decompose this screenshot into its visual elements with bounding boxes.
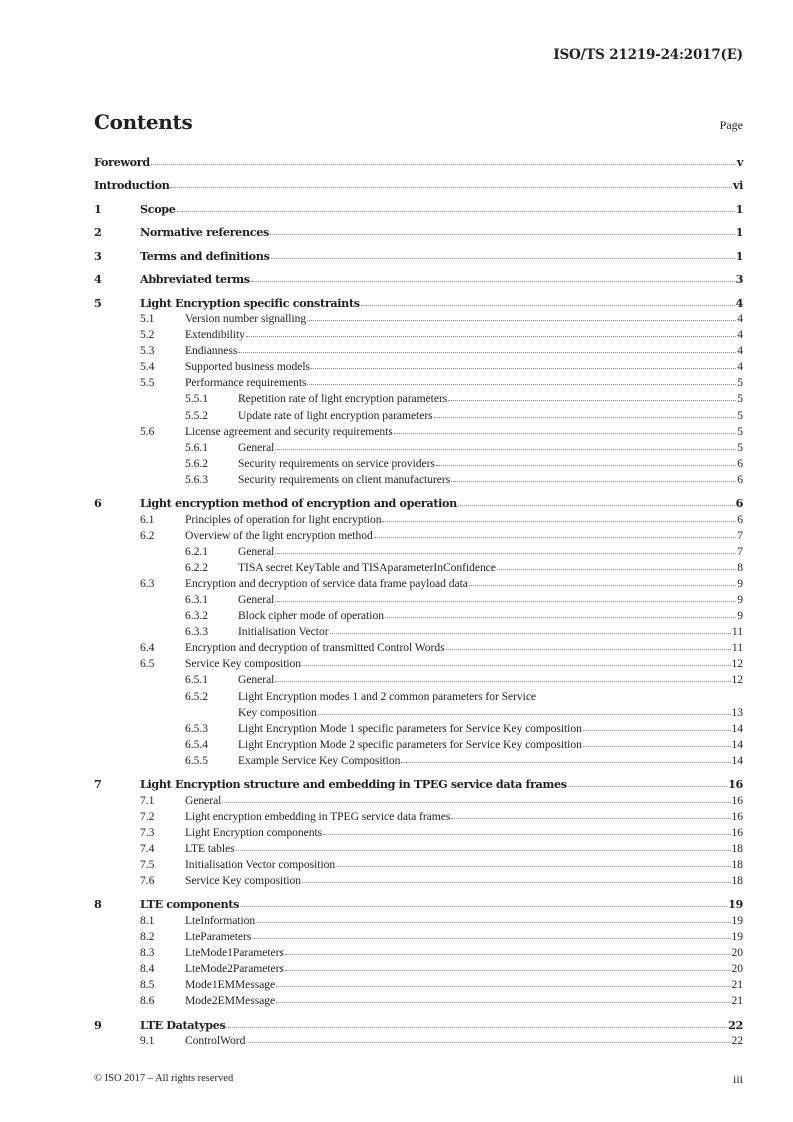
toc-entry-page[interactable]: 22 (731, 1033, 743, 1047)
toc-entry[interactable] (94, 608, 743, 624)
toc-entry-title[interactable]: General (238, 592, 275, 606)
toc-entry-number: 2 (94, 225, 102, 240)
toc-entry[interactable] (94, 809, 743, 825)
toc-entry-page[interactable]: 16 (728, 777, 743, 792)
toc-entry[interactable] (94, 327, 743, 343)
toc-entry[interactable] (94, 224, 743, 240)
toc-entry-number: 6.2.2 (185, 560, 208, 574)
toc-entry[interactable] (94, 793, 743, 809)
toc-entry[interactable] (94, 913, 743, 929)
toc-entry-page[interactable]: 5 (737, 424, 743, 438)
toc-entry-page[interactable]: 11 (731, 641, 743, 655)
dot-leader (238, 351, 736, 353)
document-identifier: ISO/TS 21219-24:2017(E) (553, 47, 743, 63)
toc-entry-title[interactable]: General (238, 673, 275, 687)
toc-entry-title[interactable]: Light encryption method of encryption and operation (140, 496, 457, 511)
toc-entry[interactable] (94, 624, 743, 640)
dot-leader (276, 985, 730, 987)
toc-entry-page[interactable]: 3 (735, 272, 743, 287)
toc-entry-number: 6.3.3 (185, 625, 208, 639)
table-of-contents (94, 154, 743, 1049)
toc-entry-title[interactable]: Light Encryption modes 1 and 2 common parameters for Service (238, 689, 537, 703)
dot-leader (251, 280, 735, 282)
toc-entry-page[interactable]: 16 (731, 793, 743, 807)
toc-entry-title[interactable]: Light Encryption structure and embedding in TPEG service data frames (140, 777, 567, 792)
dot-leader (246, 1041, 730, 1043)
dot-leader (382, 520, 736, 522)
toc-entry-number: 8.6 (140, 994, 155, 1008)
toc-entry[interactable] (94, 512, 743, 528)
toc-entry-number: 6.5 (140, 657, 155, 671)
dot-leader (271, 257, 735, 259)
dot-leader (246, 335, 736, 337)
dot-leader (177, 210, 735, 212)
dot-leader (252, 937, 730, 939)
toc-entry-number: 5.5.2 (185, 408, 208, 422)
dot-leader (151, 163, 736, 165)
toc-entry-page[interactable]: 9 (737, 576, 743, 590)
toc-entry[interactable] (94, 1033, 743, 1049)
dot-leader (307, 319, 736, 321)
toc-entry-page[interactable]: 4 (737, 312, 743, 325)
toc-entry-title[interactable]: Endianness (185, 344, 238, 358)
toc-entry[interactable] (94, 993, 743, 1009)
toc-entry-title[interactable]: Update rate of light encryption parameters (238, 408, 433, 422)
dot-leader (323, 833, 730, 835)
toc-entry-number: 5.6.3 (185, 472, 208, 486)
toc-entry-title[interactable]: Foreword (94, 155, 150, 169)
toc-entry[interactable] (94, 440, 743, 456)
toc-entry-title[interactable]: Abbreviated terms (140, 272, 250, 287)
toc-entry-number: 8.4 (140, 961, 155, 975)
toc-entry-number: 6.5.3 (185, 721, 208, 735)
dot-leader (436, 464, 736, 466)
dot-leader (583, 729, 731, 731)
toc-entry-title[interactable]: Light encryption embedding in TPEG service data frames (185, 809, 451, 823)
toc-entry-title[interactable]: Version number signalling (185, 312, 307, 325)
toc-entry-title[interactable]: Overview of the light encryption method (185, 528, 373, 542)
toc-entry[interactable] (94, 640, 743, 656)
toc-entry-title[interactable]: LteMode2Parameters (185, 961, 284, 975)
toc-entry-number: 5 (94, 295, 102, 310)
toc-entry-title[interactable]: Extendibility (185, 328, 245, 342)
toc-entry-number: 9 (94, 1017, 102, 1032)
toc-entry-page[interactable]: 19 (728, 897, 743, 912)
contents-heading: Contents (94, 110, 193, 134)
toc-entry-number: 6.5.1 (185, 673, 208, 687)
dot-leader (446, 648, 731, 650)
toc-entry-number: 5.6.2 (185, 456, 208, 470)
dot-leader (236, 849, 731, 851)
toc-entry-number: 5.3 (140, 344, 155, 358)
dot-leader (311, 367, 736, 369)
toc-entry[interactable] (94, 311, 743, 327)
toc-entry[interactable] (94, 945, 743, 961)
toc-entry-page[interactable]: 14 (731, 737, 743, 751)
toc-entry[interactable] (94, 544, 743, 560)
toc-entry[interactable] (94, 154, 743, 170)
toc-entry-number: 7.3 (140, 825, 155, 839)
toc-entry-number: 7.6 (140, 873, 155, 887)
toc-entry-title[interactable]: TISA secret KeyTable and TISAparameterInConfidence (238, 560, 496, 574)
toc-entry-page[interactable]: 18 (731, 857, 743, 871)
toc-entry-number: 6.1 (140, 512, 155, 526)
toc-entry-title[interactable]: Block cipher mode of operation (238, 609, 384, 623)
toc-entry-title[interactable]: Scope (140, 201, 176, 216)
toc-entry-page[interactable]: vi (732, 178, 743, 193)
toc-entry[interactable] (94, 961, 743, 977)
toc-entry-number: 6.5.5 (185, 753, 208, 767)
toc-entry[interactable] (94, 841, 743, 857)
toc-entry-title[interactable]: General (185, 793, 222, 807)
toc-entry-number: 7.5 (140, 857, 155, 871)
toc-entry[interactable] (94, 295, 743, 311)
toc-entry-page[interactable]: 8 (737, 560, 743, 574)
toc-entry-title[interactable]: Service Key composition (185, 657, 302, 671)
dot-leader (275, 680, 730, 682)
toc-entry-number: 9.1 (140, 1033, 155, 1047)
dot-leader (469, 584, 736, 586)
dot-leader (302, 664, 730, 666)
toc-entry-continuation[interactable] (94, 705, 743, 721)
toc-entry-title[interactable]: Repetition rate of light encryption parameters (238, 392, 448, 406)
toc-entry-title[interactable]: LteParameters (185, 929, 252, 943)
toc-entry[interactable] (94, 689, 743, 705)
toc-entry-page[interactable]: 5 (737, 440, 743, 454)
toc-entry-number: 5.1 (140, 312, 155, 325)
toc-entry-number: 8 (94, 897, 102, 912)
dot-leader (276, 1001, 730, 1003)
dot-leader (497, 568, 736, 570)
toc-entry[interactable] (94, 721, 743, 737)
toc-entry-page[interactable]: 4 (735, 295, 743, 310)
toc-entry-page[interactable]: 7 (737, 544, 743, 558)
toc-entry-title[interactable]: Performance requirements (185, 376, 307, 390)
dot-leader (361, 304, 735, 306)
toc-entry[interactable] (94, 873, 743, 889)
toc-entry-page[interactable]: 6 (735, 496, 743, 511)
page-number: iii (732, 1072, 743, 1086)
toc-entry-title[interactable]: Introduction (94, 178, 170, 193)
dot-leader (374, 536, 737, 538)
toc-entry-title[interactable]: Mode1EMMessage (185, 977, 276, 991)
toc-entry-page[interactable]: 18 (731, 873, 743, 887)
dot-leader (285, 969, 731, 971)
toc-entry-number: 6.3.2 (185, 609, 208, 623)
toc-entry-page[interactable]: 12 (731, 657, 743, 671)
toc-entry[interactable] (94, 737, 743, 753)
toc-entry-page[interactable]: 5 (737, 392, 743, 406)
dot-leader (170, 186, 731, 188)
toc-entry-title[interactable]: Mode2EMMessage (185, 994, 276, 1008)
toc-entry-page[interactable]: 9 (737, 609, 743, 623)
toc-entry[interactable] (94, 672, 743, 688)
toc-entry-number: 8.1 (140, 913, 155, 927)
page-column-label: Page (719, 118, 743, 132)
toc-entry[interactable] (94, 977, 743, 993)
toc-entry-number: 4 (94, 272, 102, 287)
dot-leader (226, 1026, 727, 1028)
dot-leader (270, 233, 735, 235)
toc-entry[interactable] (94, 271, 743, 287)
toc-entry-title[interactable]: LteMode1Parameters (185, 945, 284, 959)
toc-entry-title[interactable]: Terms and definitions (140, 248, 270, 263)
toc-entry-page[interactable]: 9 (737, 592, 743, 606)
toc-entry[interactable] (94, 825, 743, 841)
toc-entry-number: 1 (94, 201, 102, 216)
dot-leader (256, 921, 730, 923)
toc-entry[interactable] (94, 343, 743, 359)
toc-entry-number: 8.2 (140, 929, 155, 943)
toc-entry-page[interactable]: 16 (731, 809, 743, 823)
toc-entry[interactable] (94, 375, 743, 391)
toc-entry-number: 6 (94, 496, 102, 511)
dot-leader (285, 953, 731, 955)
toc-entry-number: 6.2 (140, 528, 155, 542)
toc-entry-number: 6.2.1 (185, 544, 208, 558)
toc-entry[interactable] (94, 776, 743, 792)
toc-entry-title[interactable]: Initialisation Vector composition (185, 857, 336, 871)
toc-entry-page[interactable]: 4 (737, 360, 743, 374)
toc-entry-number: 8.3 (140, 945, 155, 959)
toc-entry-title[interactable]: Example Service Key Composition (238, 753, 401, 767)
toc-entry[interactable] (94, 495, 743, 511)
toc-entry-page[interactable]: 19 (731, 913, 743, 927)
toc-entry-title[interactable]: LTE Datatypes (140, 1017, 226, 1032)
toc-entry-page[interactable]: 7 (737, 528, 743, 542)
toc-entry[interactable] (94, 201, 743, 217)
toc-entry[interactable] (94, 472, 743, 488)
dot-leader (434, 416, 737, 418)
toc-entry-page[interactable]: 16 (731, 825, 743, 839)
toc-entry-page[interactable]: 14 (731, 753, 743, 767)
toc-entry-page[interactable]: 6 (737, 472, 743, 486)
toc-entry[interactable] (94, 560, 743, 576)
toc-entry-page[interactable]: 18 (731, 841, 743, 855)
toc-entry-title[interactable]: Light Encryption specific constraints (140, 295, 360, 310)
toc-entry[interactable] (94, 1017, 743, 1033)
toc-entry-number: 6.3.1 (185, 592, 208, 606)
toc-entry-number: 5.5.1 (185, 392, 208, 406)
toc-entry[interactable] (94, 753, 743, 769)
toc-entry[interactable] (94, 408, 743, 424)
toc-entry-page[interactable]: 5 (737, 408, 743, 422)
toc-entry-number: 7.4 (140, 841, 155, 855)
toc-entry-title[interactable]: Encryption and decryption of service data frame payload data (185, 576, 468, 590)
toc-entry-number: 6.3 (140, 576, 155, 590)
toc-entry-number: 6.5.2 (185, 689, 208, 703)
toc-entry-number: 3 (94, 248, 102, 263)
toc-entry-title[interactable]: Normative references (140, 225, 269, 240)
dot-leader (583, 745, 731, 747)
toc-entry-number: 5.6 (140, 424, 155, 438)
toc-entry-number: 8.5 (140, 977, 155, 991)
toc-entry[interactable] (94, 391, 743, 407)
dot-leader (401, 761, 730, 763)
toc-entry-page[interactable]: 11 (731, 625, 743, 639)
dot-leader (394, 432, 737, 434)
toc-entry-number: 5.2 (140, 328, 155, 342)
toc-entry-page[interactable]: 1 (735, 201, 743, 216)
toc-entry[interactable] (94, 424, 743, 440)
dot-leader (275, 552, 736, 554)
dot-leader (568, 785, 727, 787)
toc-entry[interactable] (94, 929, 743, 945)
dot-leader (222, 801, 730, 803)
dot-leader (275, 600, 736, 602)
toc-entry-title[interactable]: General (238, 544, 275, 558)
dot-leader (458, 504, 735, 506)
toc-entry-title[interactable]: Principles of operation for light encryption (185, 512, 382, 526)
dot-leader (307, 383, 736, 385)
toc-entry-page[interactable]: 14 (731, 721, 743, 735)
toc-entry-title[interactable]: Security requirements on service providers (238, 456, 435, 470)
toc-entry-title[interactable]: LteInformation (185, 913, 256, 927)
toc-entry-number: 5.6.1 (185, 440, 208, 454)
toc-entry-title[interactable]: Security requirements on client manufacturers (238, 472, 451, 486)
toc-entry-title[interactable]: ControlWord (185, 1033, 246, 1047)
dot-leader (275, 448, 736, 450)
toc-entry-title[interactable]: General (238, 440, 275, 454)
toc-entry-title[interactable]: Light Encryption components (185, 825, 323, 839)
toc-entry[interactable] (94, 456, 743, 472)
toc-entry-title[interactable]: LTE tables (185, 841, 235, 855)
toc-entry[interactable] (94, 896, 743, 912)
toc-entry-number: 6.4 (140, 641, 155, 655)
toc-entry-page[interactable]: 19 (731, 929, 743, 943)
dot-leader (448, 399, 736, 401)
toc-entry-number: 7.2 (140, 809, 155, 823)
toc-entry-title[interactable]: Service Key composition (185, 873, 302, 887)
toc-entry-title[interactable]: Light Encryption Mode 2 specific parameters for Service Key composition (238, 737, 582, 751)
toc-entry-title[interactable]: Encryption and decryption of transmitted Control Words (185, 641, 445, 655)
dot-leader (330, 632, 731, 634)
toc-entry[interactable] (94, 248, 743, 264)
toc-entry-page[interactable]: 6 (737, 456, 743, 470)
toc-entry-number: 7 (94, 777, 102, 792)
toc-entry-title-continued[interactable]: Key composition (238, 705, 317, 719)
toc-entry-page[interactable]: 5 (737, 376, 743, 390)
toc-entry-number: 5.4 (140, 360, 155, 374)
toc-entry-page[interactable]: 12 (731, 673, 743, 687)
toc-entry-page[interactable]: 1 (735, 225, 743, 240)
toc-entry-page[interactable]: 6 (737, 512, 743, 526)
toc-entry-page[interactable]: 20 (731, 961, 743, 975)
toc-entry-number: 5.5 (140, 376, 155, 390)
dot-leader (336, 865, 730, 867)
toc-entry-page[interactable]: 22 (728, 1017, 743, 1032)
toc-entry[interactable] (94, 656, 743, 672)
toc-entry-page[interactable]: 4 (737, 344, 743, 358)
toc-entry-page[interactable]: 21 (731, 977, 743, 991)
dot-leader (240, 905, 727, 907)
copyright-notice: © ISO 2017 – All rights reserved (94, 1073, 234, 1084)
dot-leader (451, 480, 736, 482)
toc-entry-title[interactable]: Supported business models (185, 360, 310, 374)
toc-entry-title[interactable]: LTE components (140, 897, 240, 912)
toc-entry[interactable] (94, 592, 743, 608)
toc-entry-page[interactable]: 4 (737, 328, 743, 342)
toc-entry-title[interactable]: Initialisation Vector (238, 625, 329, 639)
toc-entry[interactable] (94, 359, 743, 375)
toc-entry-page[interactable]: 1 (735, 248, 743, 263)
toc-entry-number: 7.1 (140, 793, 155, 807)
toc-entry[interactable] (94, 528, 743, 544)
toc-entry-title[interactable]: License agreement and security requirements (185, 424, 393, 438)
toc-entry-title[interactable]: Light Encryption Mode 1 specific parameters for Service Key composition (238, 721, 582, 735)
toc-entry[interactable] (94, 857, 743, 873)
dot-leader (451, 817, 730, 819)
toc-entry[interactable] (94, 177, 743, 193)
toc-entry-number: 6.5.4 (185, 737, 208, 751)
toc-entry-page[interactable]: v (736, 155, 743, 169)
toc-entry-page[interactable]: 21 (731, 994, 743, 1008)
dot-leader (302, 881, 730, 883)
dot-leader (385, 616, 736, 618)
toc-entry-page[interactable]: 13 (731, 705, 743, 719)
dot-leader (318, 713, 731, 715)
toc-entry-page[interactable]: 20 (731, 945, 743, 959)
toc-entry[interactable] (94, 576, 743, 592)
